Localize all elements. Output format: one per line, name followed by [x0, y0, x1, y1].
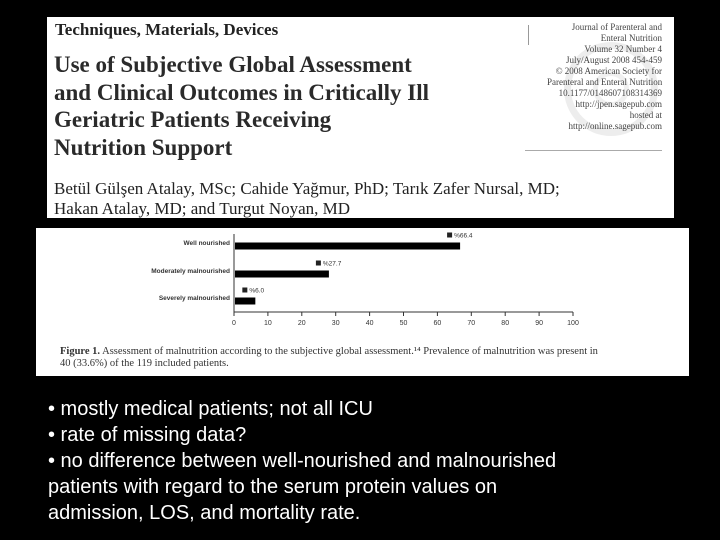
title-line: Nutrition Support [54, 134, 233, 160]
author-line: Betül Gülşen Atalay, MSc; Cahide Yağmur, PhD; Tarık Zafer Nursal, MD; [54, 179, 560, 198]
bar [235, 271, 329, 278]
article-title [54, 51, 524, 161]
caption-text-cont: 40 (33.6%) of the 119 included patients. [60, 358, 229, 369]
data-label: %66.4 [454, 232, 473, 240]
x-tick-label: 100 [567, 320, 579, 327]
data-label-marker [447, 233, 452, 238]
data-label: %27.7 [322, 260, 342, 268]
paper-header-panel [47, 17, 674, 218]
data-label: %6.0 [249, 287, 265, 295]
bullet-line: • no difference between well-nourished and malnourished [48, 450, 557, 472]
bar [235, 298, 255, 305]
author-list [54, 179, 614, 218]
journal-line: Enteral Nutrition [600, 33, 662, 43]
section-label: Techniques, Materials, Devices [55, 20, 279, 39]
author-line: Hakan Atalay, MD; and Turgut Noyan, MD [54, 199, 351, 218]
bullet-list [48, 396, 708, 526]
bullet-line: • rate of missing data? [48, 424, 247, 446]
journal-line: http://online.sagepub.com [568, 121, 662, 131]
title-line: Use of Subjective Global Assessment [54, 52, 412, 77]
x-tick-label: 50 [399, 320, 408, 327]
x-tick-label: 10 [264, 320, 272, 327]
journal-line: Volume 32 Number 4 [584, 44, 662, 54]
journal-divider [525, 150, 662, 151]
x-tick-label: 60 [433, 320, 442, 327]
figure-caption [60, 346, 680, 370]
x-tick-label: 20 [297, 320, 306, 327]
title-line: and Clinical Outcomes in Critically Ill [54, 79, 430, 105]
journal-line: Parenteral and Enteral Nutrition [547, 77, 663, 87]
bullet-line: • mostly medical patients; not all ICU [48, 398, 373, 420]
x-tick-label: 80 [501, 320, 510, 327]
journal-line: © 2008 American Society for [555, 66, 662, 76]
x-tick-label: 40 [365, 320, 374, 327]
journal-line: July/August 2008 454-459 [565, 55, 662, 65]
x-tick-label: 0 [232, 320, 236, 327]
bullet-line: admission, LOS, and mortality rate. [48, 502, 361, 524]
journal-line: hosted at [629, 110, 662, 120]
data-label-marker [242, 288, 247, 293]
malnutrition-bar-chart [36, 228, 689, 346]
x-tick-label: 70 [467, 320, 476, 327]
journal-info [547, 22, 662, 132]
figure-panel [36, 228, 689, 376]
caption-text: Assessment of malnutrition according to the subjective global assessment.¹⁴ Prevalence of malnutrition was present in [102, 346, 598, 357]
caption-label: Figure 1. [60, 346, 101, 357]
category-label: Moderately malnourished [151, 268, 230, 275]
journal-line: http://jpen.sagepub.com [575, 99, 662, 109]
category-label: Well nourished [183, 240, 230, 247]
category-label: Severely malnourished [158, 295, 230, 302]
bullet-line: patients with regard to the serum protein values on [48, 476, 498, 498]
title-line: Geriatric Patients Receiving [54, 107, 332, 132]
x-tick-label: 90 [535, 320, 543, 327]
data-label-marker [316, 261, 321, 266]
journal-line: 10.1177/0148607108314369 [558, 88, 662, 98]
journal-line: Journal of Parenteral and [571, 22, 662, 32]
x-tick-label: 30 [331, 320, 340, 327]
header-divider [528, 25, 529, 45]
bar [235, 243, 460, 250]
